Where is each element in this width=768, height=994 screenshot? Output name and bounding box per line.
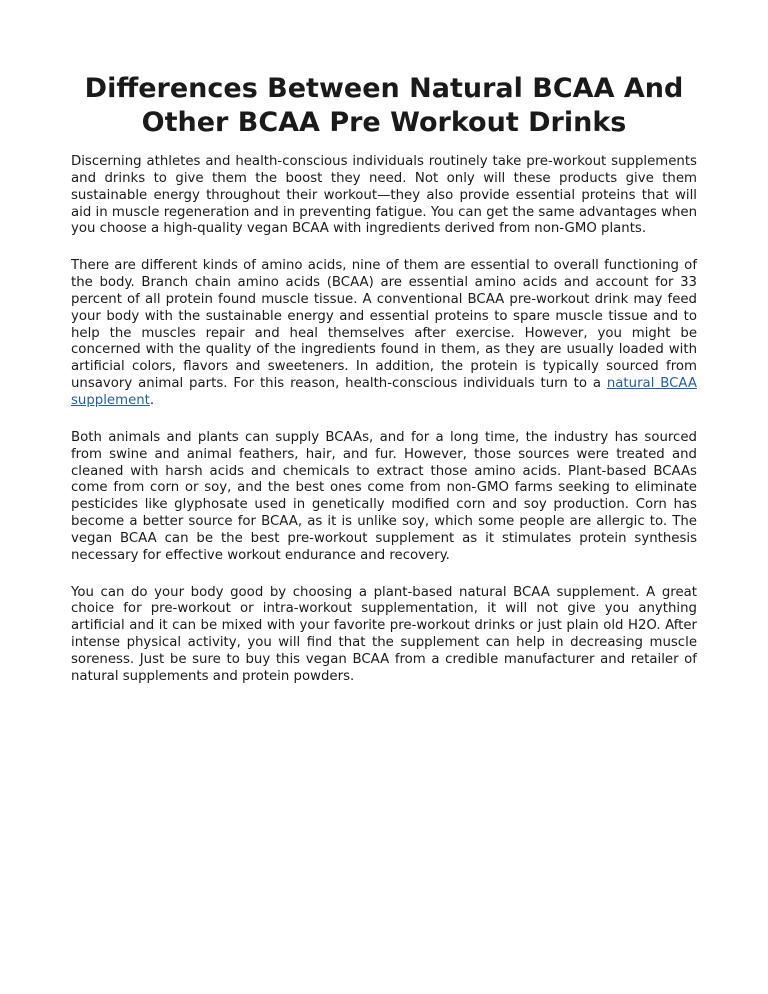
- paragraph-3: Both animals and plants can supply BCAAs, and for a long time, the industry has sourced from swine and animal feathers, hair, and fur. However, those sources were treated and cleaned with harsh acids and chemicals to extract those amino acids. Plant-based BCAAs come from corn or soy, and the best ones come from non-GMO farms seeking to eliminate pesticides like glyphosate used in genetically modified corn and soy production. Corn has become a better source for BCAA, as it is unlike soy, which some people are allergic to. The vegan BCAA can be the best pre-workout supplement as it stimulates protein synthesis necessary for effective workout endurance and recovery.: [71, 429, 697, 563]
- paragraph-2-text: There are different kinds of amino acids, nine of them are essential to overall functioning of the body. Branch chain amino acids (BCAA) are essential amino acids and account for 33 percent of all protein found muscle tissue. A conventional BCAA pre-workout drink may feed your body with the sustainable energy and essential proteins to spare muscle tissue and to help the muscles repair and heal themselves after exercise. However, you might be concerned with the quality of the ingredients found in them, as they are usually loaded with artificial colors, flavors and sweeteners. In addition, the protein is typically sourced from unsavory animal parts. For this reason, health-conscious individuals turn to a: [71, 258, 697, 392]
- document-body: [71, 154, 697, 706]
- paragraph-1: Discerning athletes and health-conscious individuals routinely take pre-workout supplements and drinks to give them the boost they need. Not only will these products give them sustainable energy throughout their workout—they also provide essential proteins that will aid in muscle regeneration and in preventing fatigue. You can get the same advantages when you choose a high-quality vegan BCAA with ingredients derived from non-GMO plants.: [71, 154, 697, 237]
- paragraph-4: You can do your body good by choosing a plant-based natural BCAA supplement. A great choice for pre-workout or intra-workout supplementation, it will not give you anything artificial and it can be mixed with your favorite pre-workout drinks or just plain old H2O. After intense physical activity, you will find that the supplement can help in decreasing muscle soreness. Just be sure to buy this vegan BCAA from a credible manufacturer and retailer of natural supplements and protein powders.: [71, 584, 697, 684]
- paragraph-2-end: .: [149, 392, 155, 408]
- natural-bcaa-supplement-link[interactable]: natural BCAA supplement: [71, 376, 697, 408]
- document-title: Differences Between Natural BCAA And Other BCAA Pre Workout Drinks: [84, 73, 684, 138]
- paragraph-2: [71, 258, 697, 410]
